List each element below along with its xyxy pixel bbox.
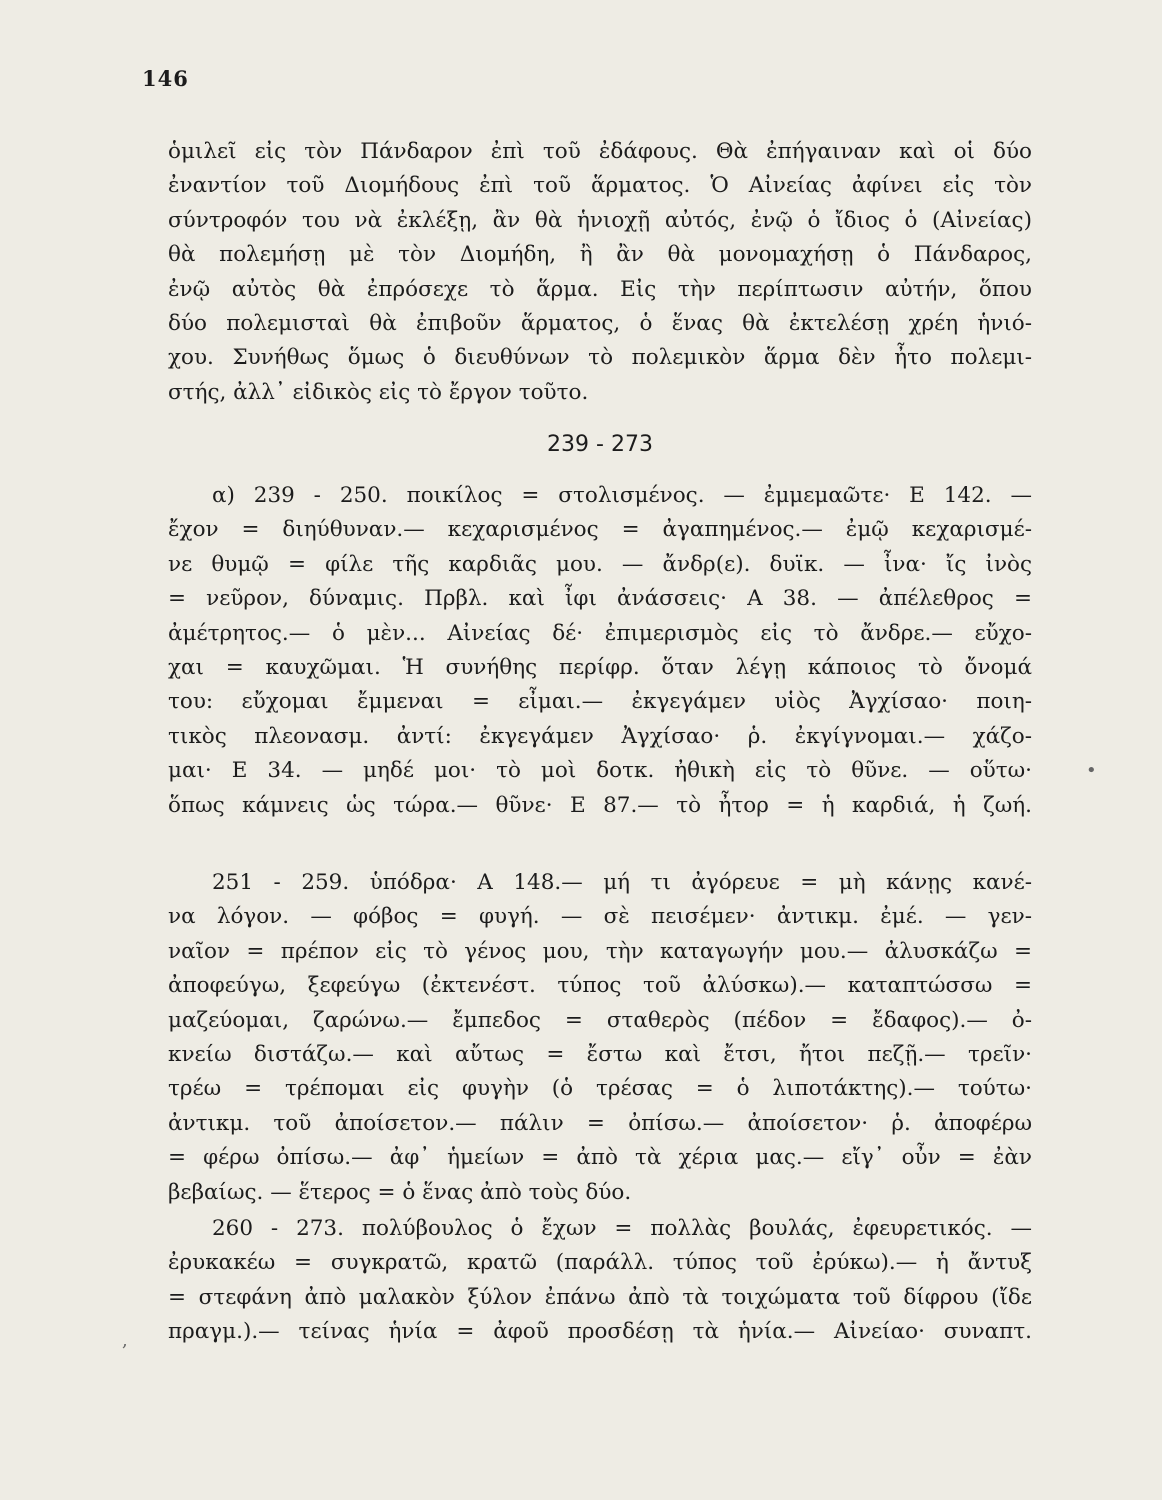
section-heading: 239 - 273 xyxy=(547,432,653,457)
section-c-paragraph xyxy=(168,1212,1032,1350)
text-line: = νεῦρον, δύναμις. Πρβλ. καὶ ἶφι ἀνάσσεις· Α 38. — ἀπέλεθρος = xyxy=(168,586,1032,612)
text-line: ἐρυκακέω = συγκρατῶ, κρατῶ (παράλλ. τύπος τοῦ ἐρύκω).— ἡ ἄντυξ xyxy=(168,1250,1032,1276)
text-line: ἀντικμ. τοῦ ἀποίσετον.— πάλιν = ὀπίσω.— ἀποίσετον· ῥ. ἀποφέρω xyxy=(168,1110,1032,1136)
stray-mark-comma: , xyxy=(122,1330,128,1351)
text-line: ἔχον = διηύθυναν.— κεχαρισμένος = ἀγαπημένος.— ἐμῷ κεχαρισμέ- xyxy=(168,517,1032,543)
text-line: θὰ πολεμήσῃ μὲ τὸν Διομήδη, ἢ ἂν θὰ μονομαχήσῃ ὁ Πάνδαρος, xyxy=(168,242,1032,268)
text-line: ὁμιλεῖ εἰς τὸν Πάνδαρον ἐπὶ τοῦ ἐδάφους. Θὰ ἐπήγαιναν καὶ οἱ δύο xyxy=(168,139,1032,164)
text-line: πραγμ.).— τείνας ἡνία = ἀφοῦ προσδέσῃ τὰ ἡνία.— Αἰνείαο· συναπτ. xyxy=(168,1319,1032,1345)
text-line: σύντροφόν του νὰ ἐκλέξῃ, ἂν θὰ ἡνιοχῇ αὐτός, ἐνῷ ὁ ἴδιος ὁ (Αἰνείας) xyxy=(168,207,1032,233)
section-a-paragraph xyxy=(168,479,1032,823)
text-line: στής, ἀλλ᾽ εἰδικὸς εἰς τὸ ἔργον τοῦτο. xyxy=(168,379,589,405)
text-line: = στεφάνη ἀπὸ μαλακὸν ξύλον ἐπάνω ἀπὸ τὰ τοιχώματα τοῦ δίφρου (ἴδε xyxy=(168,1284,1032,1310)
text-line: ναῖον = πρέπον εἰς τὸ γένος μου, τὴν καταγωγήν μου.— ἀλυσκάζω = xyxy=(168,938,1032,964)
text-line: κνείω διστάζω.— καὶ αὔτως = ἔστω καὶ ἔτσι, ἤτοι πεζῇ.— τρεῖν· xyxy=(168,1041,1032,1067)
text-line: α) 239 - 250. ποικίλος = στολισμένος. — ἐμμεμαῶτε· Ε 142. — xyxy=(212,483,1032,508)
text-line: ὅπως κάμνεις ὡς τώρα.— θῦνε· Ε 87.— τὸ ἦτορ = ἡ καρδιά, ἡ ζωή. xyxy=(168,792,1032,818)
text-line: 251 - 259. ὑπόδρα· Α 148.— μή τι ἀγόρευε = μὴ κάνῃς κανέ- xyxy=(212,870,1032,895)
section-heading-wrap xyxy=(168,432,1032,466)
text-line: δύο πολεμισταὶ θὰ ἐπιβοῦν ἅρματος, ὁ ἕνας θὰ ἐκτελέσῃ χρέη ἡνιό- xyxy=(168,310,1032,336)
text-line: του: εὔχομαι ἔμμεναι = εἶμαι.— ἐκγεγάμεν υἱὸς Ἀγχίσαο· ποιη- xyxy=(168,689,1032,715)
text-line: ἀμέτρητος.— ὁ μὲν... Αἰνείας δέ· ἐπιμερισμὸς εἰς τὸ ἄνδρε.— εὔχο- xyxy=(168,620,1032,646)
text-line: = φέρω ὀπίσω.— ἀφ᾽ ἡμείων = ἀπὸ τὰ χέρια μας.— εἴγ᾽ οὖν = ἐὰν xyxy=(168,1145,1032,1171)
text-line: 260 - 273. πολύβουλος ὁ ἔχων = πολλὰς βουλάς, ἐφευρετικός. — xyxy=(212,1216,1032,1241)
text-line: να λόγον. — φόβος = φυγή. — σὲ πεισέμεν· ἀντικμ. ἐμέ. — γεν- xyxy=(168,904,1032,930)
intro-paragraph xyxy=(168,135,1032,410)
page-number: 146 xyxy=(142,66,189,91)
text-line: τικὸς πλεονασμ. ἀντί: ἐκγεγάμεν Ἀγχίσαο· ῥ. ἐκγίγνομαι.— χάζο- xyxy=(168,723,1032,749)
text-line: ἐναντίον τοῦ Διομήδους ἐπὶ τοῦ ἅρματος. Ὁ Αἰνείας ἀφίνει εἰς τὸν xyxy=(168,173,1032,199)
text-line: χου. Συνήθως ὅμως ὁ διευθύνων τὸ πολεμικὸν ἅρμα δὲν ἦτο πολεμι- xyxy=(168,345,1032,371)
text-line: μαζεύομαι, ζαρώνω.— ἔμπεδος = σταθερὸς (πέδον = ἔδαφος).— ὀ- xyxy=(168,1007,1032,1033)
text-line: μαι· Ε 34. — μηδέ μοι· τὸ μοὶ δοτκ. ἠθικὴ εἰς τὸ θῦνε. — οὕτω· xyxy=(168,758,1032,784)
text-line: τρέω = τρέπομαι εἰς φυγὴν (ὁ τρέσας = ὁ λιποτάκτης).— τούτω· xyxy=(168,1076,1032,1102)
stray-mark-dot: • xyxy=(1086,760,1097,781)
text-line: βεβαίως. — ἕτερος = ὁ ἕνας ἀπὸ τοὺς δύο. xyxy=(168,1179,632,1205)
section-b-paragraph xyxy=(168,866,1032,1210)
text-line: ἐνῷ αὐτὸς θὰ ἐπρόσεχε τὸ ἅρμα. Εἰς τὴν περίπτωσιν αὐτήν, ὅπου xyxy=(168,276,1032,302)
text-line: νε θυμῷ = φίλε τῆς καρδιᾶς μου. — ἄνδρ(ε). δυϊκ. — ἶνα· ἴς ἰνὸς xyxy=(168,551,1032,577)
text-line: χαι = καυχῶμαι. Ἡ συνήθης περίφρ. ὅταν λέγῃ κάποιος τὸ ὄνομά xyxy=(168,654,1032,680)
text-line: ἀποφεύγω, ξεφεύγω (ἐκτενέστ. τύπος τοῦ ἀλύσκω).— καταπτώσσω = xyxy=(168,973,1032,999)
